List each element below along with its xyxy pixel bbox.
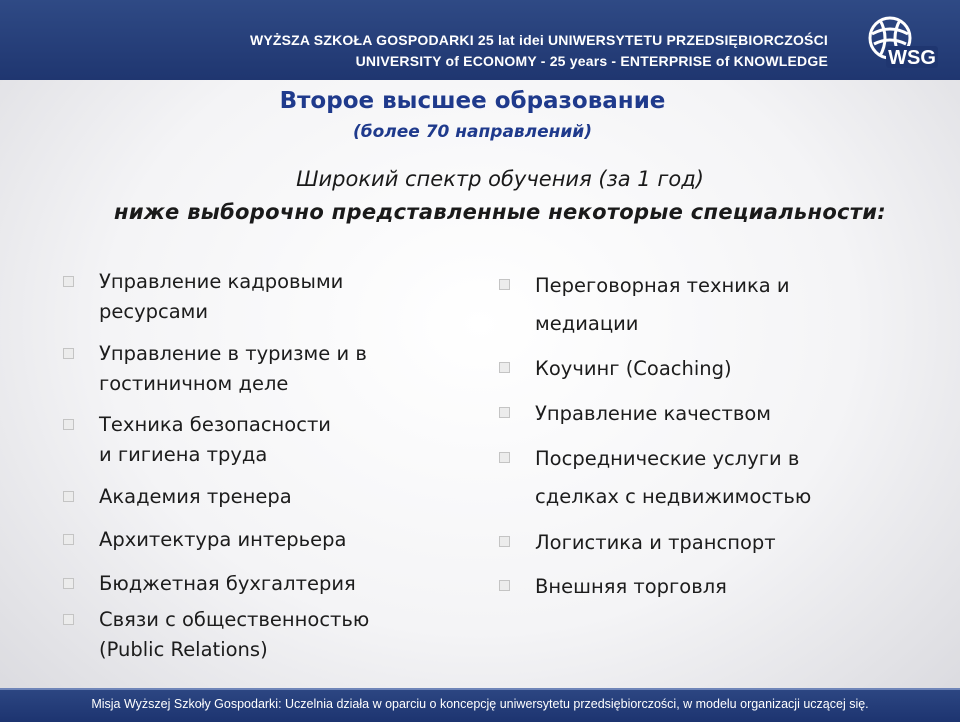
- list-item-text: Техника безопасности и гигиена труда: [99, 413, 331, 466]
- square-bullet-icon: [499, 536, 510, 547]
- list-item-text: Управление кадровыми ресурсами: [99, 270, 344, 323]
- square-bullet-icon: [499, 580, 510, 591]
- header-banner: [0, 0, 960, 80]
- square-bullet-icon: [63, 614, 74, 625]
- list-item-text: Посреднические услуги в сделках с недвижимостью: [535, 447, 812, 508]
- square-bullet-icon: [63, 534, 74, 545]
- square-bullet-icon: [63, 491, 74, 502]
- square-bullet-icon: [499, 279, 510, 290]
- header-title-english: UNIVERSITY of ECONOMY - 25 years - ENTERPRISE of KNOWLEDGE: [355, 53, 828, 69]
- square-bullet-icon: [63, 578, 74, 589]
- list-item-text: Архитектура интерьера: [99, 528, 347, 551]
- list-item-text: Переговорная техника и медиации: [535, 274, 790, 335]
- square-bullet-icon: [63, 419, 74, 430]
- wsg-logo-icon: [850, 10, 942, 74]
- square-bullet-icon: [499, 407, 510, 418]
- list-item-text: Связи с общественностью (Public Relations): [99, 608, 370, 661]
- list-item-text: Управление качеством: [535, 402, 771, 425]
- header-title-polish: WYŻSZA SZKOŁA GOSPODARKI 25 lat idei UNIWERSYTETU PRZEDSIĘBIORCZOŚCI: [249, 32, 828, 48]
- list-item-text: Внешняя торговля: [535, 575, 727, 598]
- list-item-text: Логистика и транспорт: [535, 531, 776, 554]
- square-bullet-icon: [499, 362, 510, 373]
- square-bullet-icon: [63, 348, 74, 359]
- square-bullet-icon: [63, 276, 74, 287]
- list-item-text: Коучинг (Coaching): [535, 357, 732, 380]
- mission-statement: Misja Wyższej Szkoły Gospodarki: Uczelnia działa w oparciu o koncepcję uniwersytetu przedsiębiorczości, w modelu organizacji uczącej się.: [91, 697, 869, 711]
- program-list-intro: ниже выборочно представленные некоторые специальности:: [114, 200, 886, 224]
- page-subtitle: (более 70 направлений): [352, 122, 592, 142]
- list-item-text: Бюджетная бухгалтерия: [99, 572, 356, 595]
- list-item-text: Академия тренера: [99, 485, 292, 508]
- footer-banner: [0, 688, 960, 722]
- list-item-text: Управление в туризме и в гостиничном деле: [99, 342, 367, 395]
- logo-text: WSG: [888, 47, 936, 69]
- program-scope-heading: Широкий спектр обучения (за 1 год): [296, 167, 704, 191]
- square-bullet-icon: [499, 452, 510, 463]
- page-title: Второе высшее образование: [279, 88, 666, 114]
